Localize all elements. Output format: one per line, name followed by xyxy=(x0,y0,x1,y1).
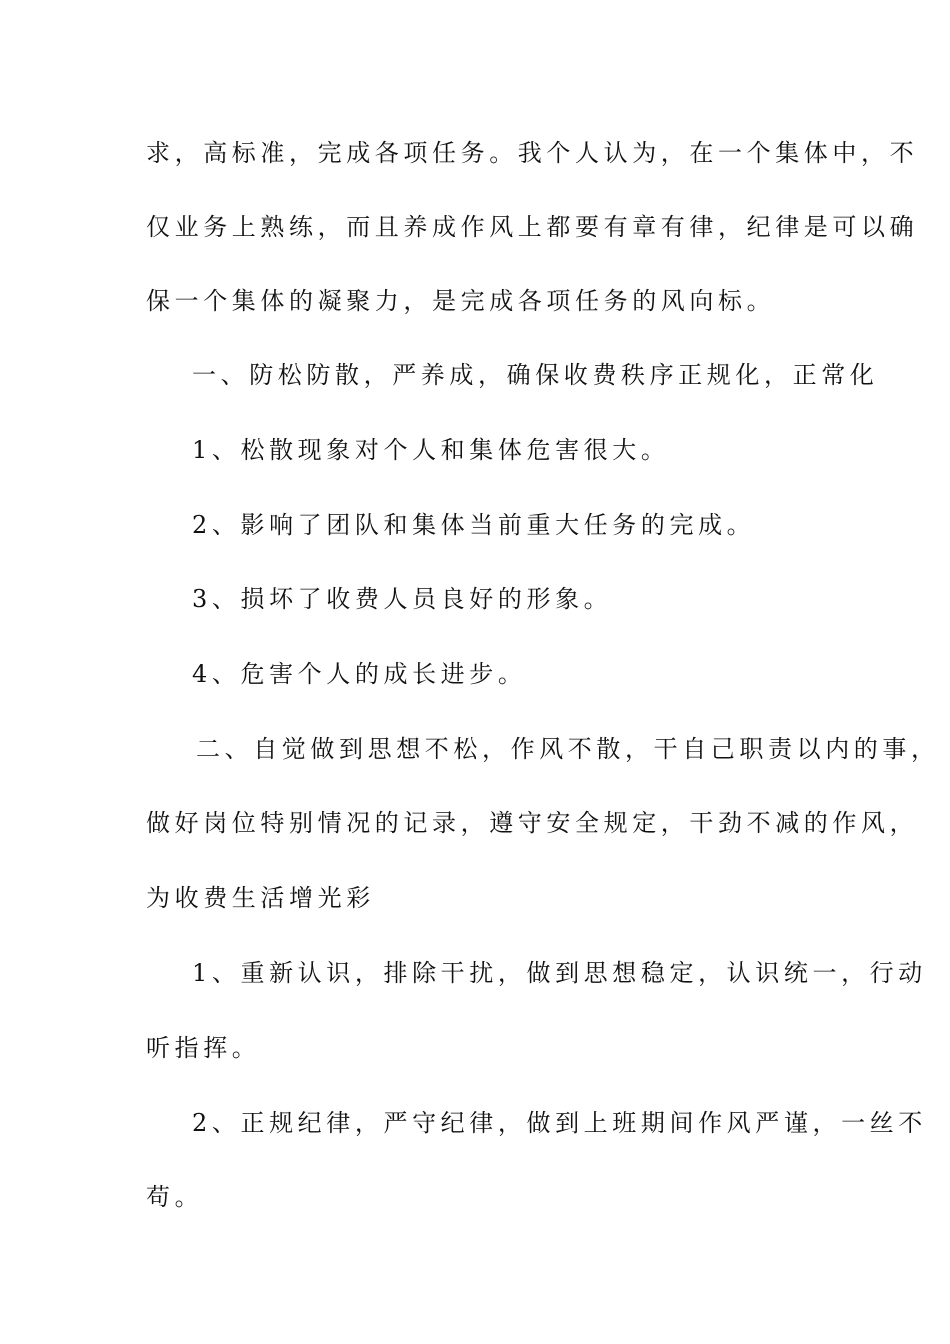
section1-heading: 一、防松防散，严养成，确保收费秩序正规化，正常化 xyxy=(192,361,879,389)
section1-item-2: 2、影响了团队和集体当前重大任务的完成。 xyxy=(192,511,756,539)
section1-item-4: 4、危害个人的成长进步。 xyxy=(192,660,527,688)
section2-item-1-line-2: 听指挥。 xyxy=(146,1034,261,1062)
intro-line-2: 仅业务上熟练，而且养成作风上都要有章有律，纪律是可以确 xyxy=(146,213,919,241)
section2-heading-line-2: 做好岗位特别情况的记录，遵守安全规定，干劲不减的作风， xyxy=(146,809,919,837)
section2-heading-line-1: 二、自觉做到思想不松，作风不散，干自己职责以内的事， xyxy=(196,735,940,763)
intro-line-1: 求，高标准，完成各项任务。我个人认为，在一个集体中，不 xyxy=(146,139,919,167)
section1-item-3: 3、损坏了收费人员良好的形象。 xyxy=(192,585,613,613)
section2-item-2-line-1: 2、正规纪律，严守纪律，做到上班期间作风严谨，一丝不 xyxy=(192,1109,927,1137)
section2-item-1-line-1: 1、重新认识，排除干扰，做到思想稳定，认识统一，行动 xyxy=(192,959,927,987)
section2-heading-line-3: 为收费生活增光彩 xyxy=(146,884,375,912)
section2-item-2-line-2: 苟。 xyxy=(146,1183,204,1211)
intro-line-3: 保一个集体的凝聚力，是完成各项任务的风向标。 xyxy=(146,287,776,315)
section1-item-1: 1、松散现象对个人和集体危害很大。 xyxy=(192,436,670,464)
